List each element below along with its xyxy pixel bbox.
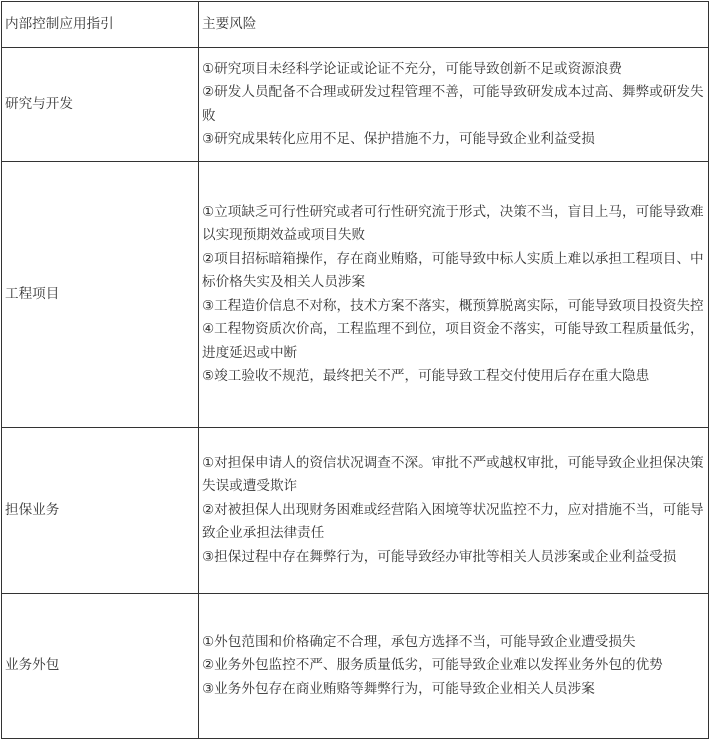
risk-item: ③担保过程中存在舞弊行为，可能导致经办审批等相关人员涉案或企业利益受损: [202, 548, 677, 565]
row-category: 业务外包: [2, 594, 199, 739]
risk-item: ②业务外包监控不严、服务质量低劣，可能导致企业难以发挥业务外包的优势: [202, 657, 663, 674]
row-category: 研究与开发: [2, 48, 199, 162]
risk-item: ②研发人员配备不合理或研发过程管理不善，可能导致研发成本过高、舞弊或研发失败: [202, 84, 704, 124]
row-risks: [199, 162, 709, 428]
row-category: 担保业务: [2, 428, 199, 594]
risk-item: ②项目招标暗箱操作，存在商业贿赂，可能导致中标人实质上难以承担工程项目、中标价格失实及相关人员涉案: [202, 250, 704, 290]
risk-item: ③业务外包存在商业贿赂等舞弊行为，可能导致企业相关人员涉案: [202, 680, 595, 697]
row-risks: [199, 428, 709, 594]
header-guideline: 内部控制应用指引: [2, 2, 199, 48]
risk-item: ⑤竣工验收不规范，最终把关不严，可能导致工程交付使用后存在重大隐患: [202, 368, 650, 384]
table-row: [2, 48, 709, 162]
table-row: [2, 428, 709, 594]
risk-item: ④工程物资质次价高，工程监理不到位，项目资金不落实，可能导致工程质量低劣，进度延迟或中断: [202, 321, 704, 361]
header-main-risk: 主要风险: [199, 2, 709, 48]
risk-item: ①立项缺乏可行性研究或者可行性研究流于形式，决策不当，盲目上马，可能导致难以实现预期效益或项目失败: [202, 203, 704, 243]
risk-guide-table: [1, 1, 709, 739]
risk-item: ①对担保申请人的资信状况调查不深。审批不严或越权审批，可能导致企业担保决策失误或遭受欺诈: [202, 454, 704, 495]
row-risks: [199, 48, 709, 162]
risk-item: ③工程造价信息不对称，技术方案不落实，概预算脱离实际，可能导致项目投资失控: [202, 297, 704, 314]
risk-item: ①外包范围和价格确定不合理，承包方选择不当，可能导致企业遭受损失: [202, 633, 636, 650]
risk-item: ①研究项目未经科学论证或论证不充分，可能导致创新不足或资源浪费: [202, 60, 622, 77]
risk-item: ③研究成果转化应用不足、保护措施不力，可能导致企业利益受损: [202, 131, 595, 147]
table-row: [2, 162, 709, 428]
row-category: 工程项目: [2, 162, 199, 428]
table-header-row: [2, 2, 709, 48]
risk-item: ②对被担保人出现财务困难或经营陷入困境等状况监控不力，应对措施不当，可能导致企业承担法律责任: [202, 501, 704, 542]
row-risks: [199, 594, 709, 739]
table-row: [2, 594, 709, 739]
